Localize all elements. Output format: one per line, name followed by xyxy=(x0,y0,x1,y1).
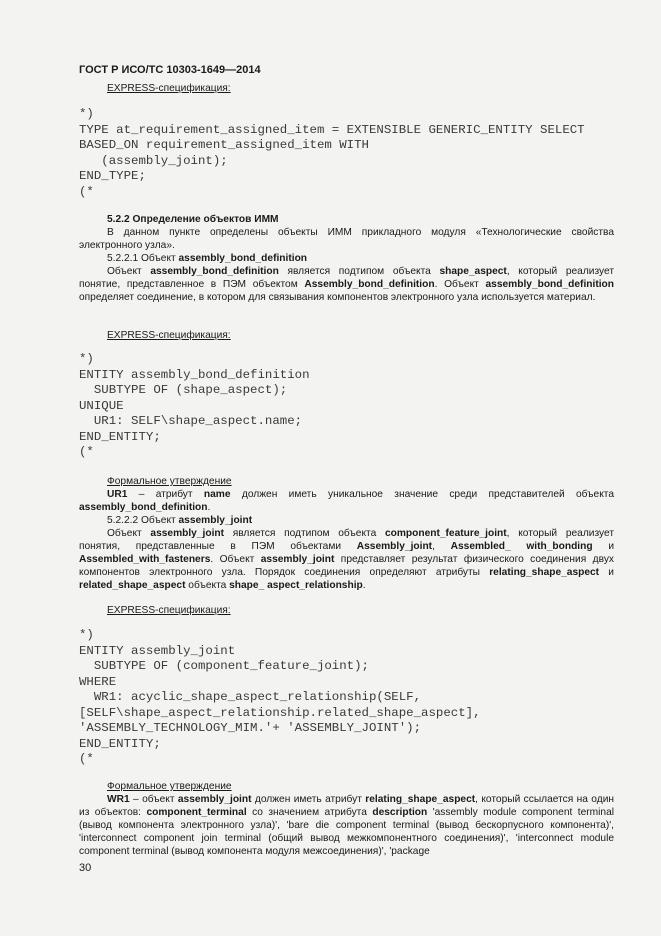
text-run: объекта xyxy=(185,580,230,591)
bold-term: shape_ aspect_relationship xyxy=(229,580,363,591)
code-line: UR1: SELF\shape_aspect.name; xyxy=(79,414,303,428)
code-line: UNIQUE xyxy=(79,398,124,413)
code-line: *) xyxy=(79,352,94,366)
subsection-heading-2222 xyxy=(107,514,252,527)
code-block-entity-bond xyxy=(79,352,310,461)
express-label-3: EXPRESS-спецификация: xyxy=(107,605,231,616)
document-header: ГОСТ Р ИСО/ТС 10303-1649—2014 xyxy=(79,64,261,76)
code-line: SUBTYPE OF (component_feature_joint); xyxy=(79,659,369,673)
express-label-1: EXPRESS-спецификация: xyxy=(107,83,231,94)
bold-term: relating_shape_aspect xyxy=(365,794,476,805)
code-line: WHERE xyxy=(79,674,117,689)
text-run: . Объект xyxy=(210,554,261,565)
code-line: (assembly_joint); xyxy=(79,153,228,168)
code-line: [SELF\shape_aspect_relationship.related_shape_aspect], xyxy=(79,705,481,720)
code-line: WR1: acyclic_shape_aspect_relationship(SELF, xyxy=(79,690,422,704)
assembly-bond-definition-paragraph xyxy=(79,265,614,304)
code-line: ENTITY assembly_joint xyxy=(79,643,236,658)
wr1-rule xyxy=(79,793,614,858)
bold-term: component_feature_joint xyxy=(384,528,507,539)
bold-term: component_terminal xyxy=(146,807,247,818)
text-run: и xyxy=(592,541,615,552)
code-line: 'ASSEMBLY_TECHNOLOGY_MIM.'+ 'ASSEMBLY_JOINT'); xyxy=(79,721,422,735)
bold-term: Assembly_bond_definition xyxy=(304,279,435,290)
assembly-joint-paragraph xyxy=(79,527,614,592)
text-run: и xyxy=(599,567,614,578)
text-run: Объект xyxy=(107,528,151,539)
ur1-rule xyxy=(79,488,614,514)
bold-term: relating_shape_aspect xyxy=(489,567,600,578)
bold-term: Assembly_joint xyxy=(356,541,433,552)
subsection-heading-2221 xyxy=(107,252,307,265)
text-run: является подтипом объекта xyxy=(224,528,385,539)
code-line: TYPE at_requirement_assigned_item = EXTENSIBLE GENERIC_ENTITY SELECT xyxy=(79,122,585,137)
text-run: является подтипом объекта xyxy=(278,266,440,277)
bold-term: Assembled_ with_bonding xyxy=(450,541,593,552)
formal-statement-label-1: Формальное утверждение xyxy=(107,476,232,487)
text-run: , xyxy=(432,541,451,552)
code-line: *) xyxy=(79,628,94,642)
text-run: определяет соединение, в котором для связывания компонентов электронного узла используется материал. xyxy=(79,292,596,303)
bold-term: assembly_bond_definition xyxy=(485,279,614,290)
section-heading-222: 5.2.2 Определение объектов ИММ xyxy=(107,214,279,225)
code-line: ENTITY assembly_bond_definition xyxy=(79,367,310,382)
bold-term: WR1 xyxy=(107,794,130,805)
bold-term: name xyxy=(203,489,231,500)
text-run: , который реализует понятие, представленное в ПЭМ объектом xyxy=(79,266,614,290)
code-block-entity-joint xyxy=(79,628,481,768)
code-line: (* xyxy=(79,752,94,766)
page-number: 30 xyxy=(79,862,92,874)
bold-term: assembly_bond_definition xyxy=(79,502,208,513)
bold-term: assembly_joint xyxy=(177,794,252,805)
text-run: – объект xyxy=(129,794,178,805)
code-line: END_ENTITY; xyxy=(79,429,161,444)
code-line: END_TYPE; xyxy=(79,169,146,183)
code-line: END_ENTITY; xyxy=(79,736,161,751)
text-run: , который реализует понятия, представленные в ПЭМ объектами xyxy=(79,528,614,552)
bold-term: UR1 xyxy=(107,489,128,500)
text-run: . Объект xyxy=(434,279,486,290)
code-line: *) xyxy=(79,107,94,121)
text-run: Объект xyxy=(107,266,151,277)
code-line: BASED_ON requirement_assigned_item WITH xyxy=(79,138,369,152)
bold-term: Assembled_with_fasteners xyxy=(79,554,211,565)
section-222-paragraph: В данном пункте определены объекты ИММ прикладного модуля «Технологические свойства электронного узла». xyxy=(79,227,614,251)
text-run: 'assembly module component terminal (вывод компонента электронного узла)', 'bare die component terminal (вывод бескорпусного компонента)', 'interconnect component join terminal (общий вывод межкомпонентного соединения)', 'interconnect module component terminal (вывод компонента модуля межсоединения)', 'package xyxy=(79,807,615,857)
code-line: (* xyxy=(79,184,94,199)
code-line: SUBTYPE OF (shape_aspect); xyxy=(79,383,288,397)
text-run: – атрибут xyxy=(127,489,204,500)
subsection-prefix: 5.2.2.2 Объект xyxy=(107,515,179,526)
text-run: . xyxy=(362,580,366,591)
text-run: . xyxy=(207,502,211,513)
code-block-type xyxy=(79,107,585,200)
formal-statement-label-2: Формальное утверждение xyxy=(107,781,232,792)
text-run: , который ссылается на один из объектов: xyxy=(79,794,615,818)
bold-term: assembly_joint xyxy=(150,528,225,539)
bold-term: shape_aspect xyxy=(439,266,507,277)
bold-term: description xyxy=(372,807,428,818)
text-run: представляет результат физического соединения двух компонентов электронного узла. Порядок соединения определяют атрибуты xyxy=(79,554,615,578)
bold-term: assembly_joint xyxy=(260,554,335,565)
subsection-entity-name: assembly_joint xyxy=(178,515,253,526)
express-label-2: EXPRESS-спецификация: xyxy=(107,330,231,341)
subsection-entity-name: assembly_bond_definition xyxy=(178,253,308,264)
text-run: должен иметь уникальное значение среди представителей объекта xyxy=(230,489,615,500)
bold-term: assembly_bond_definition xyxy=(150,266,279,277)
bold-term: related_shape_aspect xyxy=(79,580,186,591)
text-run: должен иметь атрибут xyxy=(251,794,366,805)
text-run: со значением атрибута xyxy=(246,807,373,818)
code-line: (* xyxy=(79,445,94,459)
subsection-prefix: 5.2.2.1 Объект xyxy=(107,253,179,264)
